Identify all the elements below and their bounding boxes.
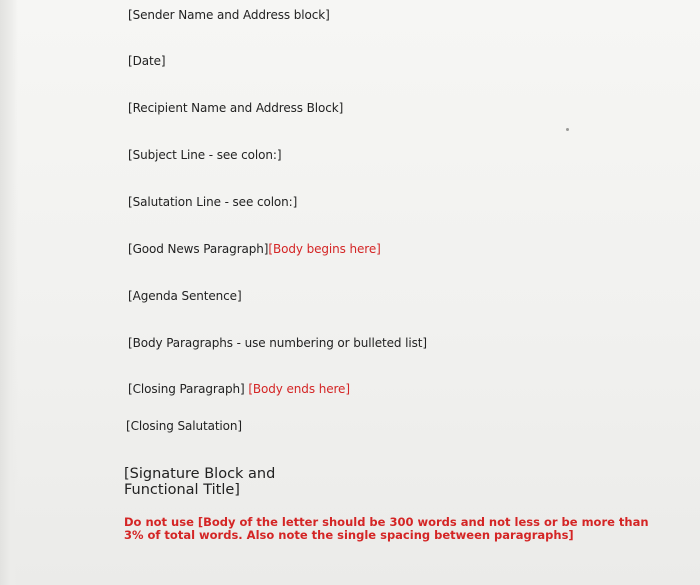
recipient-block: [Recipient Name and Address Block]	[128, 101, 344, 115]
subject-line: [Subject Line - see colon:]	[128, 148, 282, 162]
page-left-edge	[0, 0, 18, 585]
body-ends-note: [Body ends here]	[248, 382, 350, 396]
sender-block: [Sender Name and Address block]	[128, 8, 330, 22]
closing-salutation: [Closing Salutation]	[126, 419, 242, 433]
note-line-1: Do not use [Body of the letter should be 300 words and not less or be more than	[124, 515, 649, 529]
salutation-line: [Salutation Line - see colon:]	[128, 195, 298, 209]
closing-paragraph	[128, 382, 350, 396]
note-line-2: 3% of total words. Also note the single spacing between paragraphs]	[124, 528, 574, 542]
signature-line-2: Functional Title]	[124, 482, 240, 498]
signature-block	[124, 466, 275, 498]
signature-line-1: [Signature Block and	[124, 466, 276, 482]
good-news-paragraph	[128, 242, 381, 256]
body-paragraphs: [Body Paragraphs - use numbering or bulleted list]	[128, 336, 427, 350]
good-news-label: [Good News Paragraph]	[128, 242, 269, 256]
speck-mark	[566, 128, 569, 131]
date-line: [Date]	[128, 54, 166, 68]
agenda-sentence: [Agenda Sentence]	[128, 289, 242, 303]
body-begins-note: [Body begins here]	[268, 242, 381, 256]
closing-paragraph-label: [Closing Paragraph]	[128, 382, 245, 396]
word-count-note	[124, 515, 649, 542]
